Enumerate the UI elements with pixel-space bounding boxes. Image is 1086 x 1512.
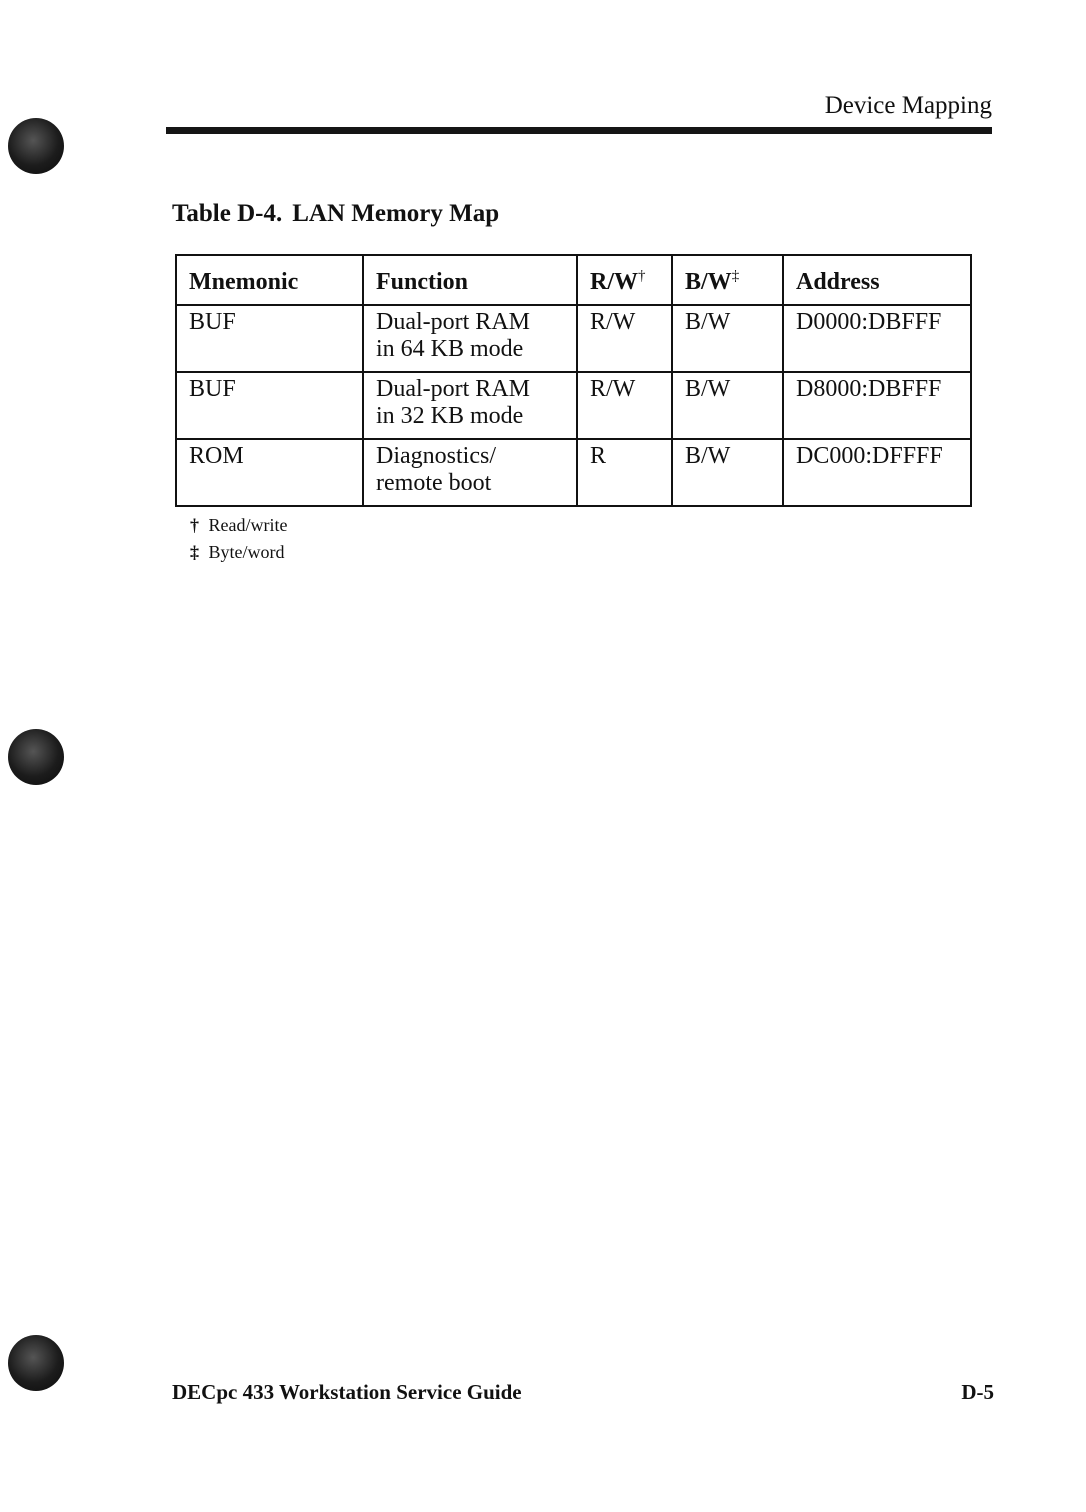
column-header-rw: R/W† (577, 255, 672, 305)
footnote-mark-dagger: † (638, 267, 646, 284)
cell-rw: R/W (577, 372, 672, 439)
table-header-row (176, 255, 971, 305)
cell-function: Dual-port RAM in 64 KB mode (363, 305, 577, 372)
cell-bw: B/W (672, 372, 783, 439)
running-head: Device Mapping (824, 92, 992, 119)
cell-mnemonic: BUF (176, 372, 363, 439)
table-number: Table D-4. (172, 200, 283, 227)
column-header-address: Address (783, 255, 971, 305)
column-header-mnemonic: Mnemonic (176, 255, 363, 305)
lan-memory-map-table (175, 254, 972, 507)
table-row (176, 372, 971, 439)
footnote: ‡ Byte/word (190, 542, 285, 562)
table-footnotes (190, 512, 287, 566)
footnote-mark-double-dagger: ‡ (731, 267, 740, 284)
cell-address: D8000:DBFFF (783, 372, 971, 439)
table-title: LAN Memory Map (292, 200, 500, 227)
cell-mnemonic: ROM (176, 439, 363, 506)
column-header-bw: B/W‡ (672, 255, 783, 305)
cell-address: D0000:DBFFF (783, 305, 971, 372)
cell-bw: B/W (672, 305, 783, 372)
cell-mnemonic: BUF (176, 305, 363, 372)
cell-bw: B/W (672, 439, 783, 506)
footnote: † Read/write (190, 515, 288, 535)
footer-guide-title: DECpc 433 Workstation Service Guide (172, 1380, 522, 1404)
binder-hole-middle (8, 729, 64, 785)
table-caption (172, 200, 499, 228)
column-header-function: Function (363, 255, 577, 305)
header-rule (166, 127, 992, 134)
table-row (176, 439, 971, 506)
cell-address: DC000:DFFFF (783, 439, 971, 506)
footer-page-number: D-5 (961, 1380, 994, 1404)
binder-hole-top (8, 118, 64, 174)
binder-hole-bottom (8, 1335, 64, 1391)
cell-rw: R/W (577, 305, 672, 372)
cell-function: Diagnostics/ remote boot (363, 439, 577, 506)
table-row (176, 305, 971, 372)
cell-rw: R (577, 439, 672, 506)
cell-function: Dual-port RAM in 32 KB mode (363, 372, 577, 439)
